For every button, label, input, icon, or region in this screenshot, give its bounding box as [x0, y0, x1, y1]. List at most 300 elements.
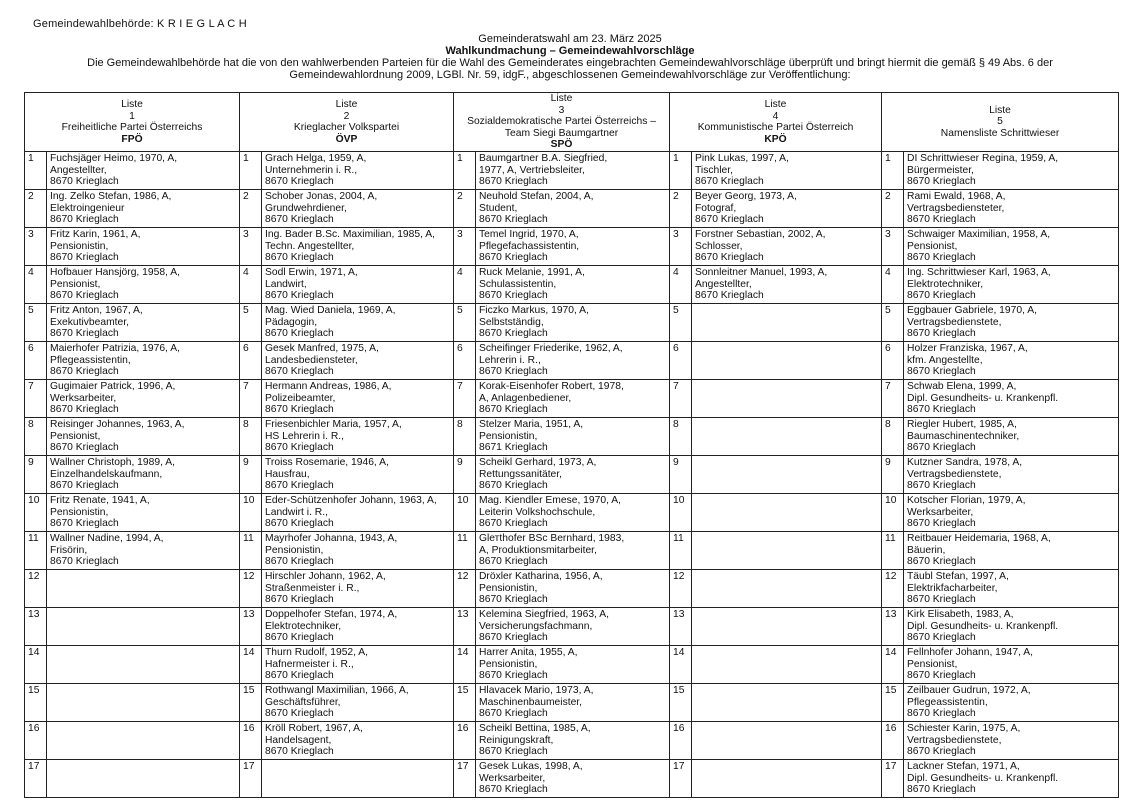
- candidate-line: Reinigungskraft,: [479, 734, 554, 746]
- candidate-line: Stelzer Maria, 1951, A,: [479, 419, 584, 430]
- candidate-line: Handelsagent,: [265, 734, 332, 746]
- position-number: 8: [25, 418, 47, 456]
- candidate-cell: [692, 722, 882, 760]
- candidate-line: Landwirt,: [265, 278, 307, 290]
- candidate-line: Scheikl Gerhard, 1973, A,: [479, 457, 597, 468]
- table-row: [25, 532, 1119, 570]
- position-number: 9: [882, 456, 904, 494]
- candidate-cell: [904, 418, 1119, 456]
- candidate-line: Pensionist,: [907, 240, 958, 252]
- candidate-cell: [904, 380, 1119, 418]
- candidate-line: Kröll Robert, 1967, A,: [265, 723, 363, 734]
- candidate-cell: [47, 342, 240, 380]
- candidate-line: 8670 Krieglach: [265, 252, 334, 263]
- candidate-line: 8670 Krieglach: [907, 632, 976, 643]
- candidate-line: 8670 Krieglach: [479, 784, 548, 795]
- candidate-cell: [692, 684, 882, 722]
- candidate-line: Schlosser,: [695, 240, 743, 252]
- nomination-table: [24, 92, 1119, 798]
- candidate-line: Ficzko Markus, 1970, A,: [479, 305, 589, 316]
- candidate-line: Pflegeassistentin,: [907, 696, 988, 708]
- candidate-cell: [47, 304, 240, 342]
- position-number: 15: [240, 684, 262, 722]
- candidate-line: 8670 Krieglach: [695, 290, 764, 301]
- candidate-cell: [904, 494, 1119, 532]
- candidate-line: Werksarbeiter,: [479, 772, 546, 784]
- candidate-line: Elektrikfacharbeiter,: [907, 582, 998, 594]
- position-number: 14: [670, 646, 692, 684]
- candidate-line: Hausfrau,: [265, 468, 310, 480]
- candidate-line: Ruck Melanie, 1991, A,: [479, 267, 585, 278]
- position-number: 14: [454, 646, 476, 684]
- candidate-line: 8670 Krieglach: [265, 176, 334, 187]
- position-number: 7: [454, 380, 476, 418]
- position-number: 10: [670, 494, 692, 532]
- position-number: 4: [240, 266, 262, 304]
- candidate-line: 8670 Krieglach: [50, 442, 119, 453]
- position-number: 5: [670, 304, 692, 342]
- candidate-cell: [47, 608, 240, 646]
- list-header-4: Liste 4 Kommunistische Partei Österreich KPÖ: [670, 93, 882, 152]
- position-number: 12: [25, 570, 47, 608]
- position-number: 2: [882, 190, 904, 228]
- candidate-line: 8670 Krieglach: [907, 556, 976, 567]
- candidate-line: Hofbauer Hansjörg, 1958, A,: [50, 267, 180, 278]
- candidate-cell: [904, 190, 1119, 228]
- candidate-line: Werksarbeiter,: [50, 392, 117, 404]
- candidate-cell: [904, 722, 1119, 760]
- position-number: 5: [25, 304, 47, 342]
- candidate-cell: [904, 760, 1119, 798]
- candidate-line: 8670 Krieglach: [265, 518, 334, 529]
- candidate-cell: [692, 152, 882, 190]
- candidate-line: 8670 Krieglach: [265, 214, 334, 225]
- position-number: 9: [240, 456, 262, 494]
- candidate-line: Ing. Zelko Stefan, 1986, A,: [50, 191, 172, 202]
- candidate-cell: [476, 456, 670, 494]
- candidate-line: Doppelhofer Stefan, 1974, A,: [265, 609, 398, 620]
- candidate-cell: [476, 342, 670, 380]
- position-number: 9: [670, 456, 692, 494]
- candidate-line: Maschinenbaumeister,: [479, 696, 583, 708]
- candidate-line: Schwaiger Maximilian, 1958, A,: [907, 229, 1051, 240]
- candidate-cell: [692, 342, 882, 380]
- candidate-line: Reitbauer Heidemaria, 1968, A,: [907, 533, 1051, 544]
- candidate-line: Neuhold Stefan, 2004, A,: [479, 191, 594, 202]
- candidate-cell: [262, 684, 454, 722]
- position-number: 2: [240, 190, 262, 228]
- candidate-line: 8670 Krieglach: [479, 214, 548, 225]
- candidate-line: 8670 Krieglach: [695, 214, 764, 225]
- candidate-line: 8670 Krieglach: [50, 290, 119, 301]
- candidate-line: Riegler Hubert, 1985, A,: [907, 419, 1017, 430]
- candidate-cell: [47, 266, 240, 304]
- position-number: 2: [25, 190, 47, 228]
- candidate-line: Pensionistin,: [265, 544, 324, 556]
- position-number: 5: [454, 304, 476, 342]
- candidate-line: Angestellter,: [695, 278, 752, 290]
- candidate-rows: [25, 152, 1119, 798]
- candidate-cell: [262, 190, 454, 228]
- candidate-cell: [904, 152, 1119, 190]
- candidate-cell: [476, 722, 670, 760]
- candidate-cell: [262, 342, 454, 380]
- candidate-cell: [262, 608, 454, 646]
- candidate-line: Dipl. Gesundheits- u. Krankenpfl.: [907, 392, 1059, 404]
- table-row: [25, 760, 1119, 798]
- candidate-line: Straßenmeister i. R.,: [265, 582, 360, 594]
- candidate-cell: [904, 304, 1119, 342]
- position-number: 11: [25, 532, 47, 570]
- candidate-line: Mayrhofer Johanna, 1943, A,: [265, 533, 398, 544]
- candidate-line: 8670 Krieglach: [479, 328, 548, 339]
- candidate-line: 8670 Krieglach: [50, 556, 119, 567]
- candidate-line: Geschäftsführer,: [265, 696, 341, 708]
- list-header-row: [25, 93, 1119, 152]
- candidate-line: Pensionistin,: [479, 430, 538, 442]
- candidate-cell: [904, 228, 1119, 266]
- candidate-line: DI Schrittwieser Regina, 1959, A,: [907, 153, 1059, 164]
- position-number: 11: [882, 532, 904, 570]
- candidate-line: Gesek Manfred, 1975, A,: [265, 343, 379, 354]
- candidate-line: Elektroingenieur: [50, 202, 125, 214]
- candidate-cell: [47, 152, 240, 190]
- candidate-cell: [692, 190, 882, 228]
- candidate-line: Vertragsbedienstete,: [907, 734, 1002, 746]
- candidate-line: Schwab Elena, 1999, A,: [907, 381, 1017, 392]
- candidate-line: Friesenbichler Maria, 1957, A,: [265, 419, 402, 430]
- position-number: 13: [454, 608, 476, 646]
- candidate-line: Lackner Stefan, 1971, A,: [907, 761, 1020, 772]
- candidate-cell: [47, 228, 240, 266]
- position-number: 10: [882, 494, 904, 532]
- candidate-cell: [692, 532, 882, 570]
- position-number: 17: [454, 760, 476, 798]
- candidate-line: 8670 Krieglach: [479, 556, 548, 567]
- candidate-cell: [904, 266, 1119, 304]
- candidate-cell: [262, 494, 454, 532]
- position-number: 9: [25, 456, 47, 494]
- table-row: [25, 266, 1119, 304]
- candidate-cell: [476, 380, 670, 418]
- candidate-cell: [904, 684, 1119, 722]
- candidate-line: Landwirt i. R.,: [265, 506, 328, 518]
- position-number: 12: [670, 570, 692, 608]
- position-number: 4: [25, 266, 47, 304]
- candidate-line: Exekutivbeamter,: [50, 316, 129, 328]
- position-number: 4: [670, 266, 692, 304]
- candidate-cell: [262, 304, 454, 342]
- candidate-line: Pensionist,: [50, 278, 101, 290]
- candidate-line: 8670 Krieglach: [479, 708, 548, 719]
- position-number: 1: [454, 152, 476, 190]
- position-number: 17: [25, 760, 47, 798]
- candidate-line: Reisinger Johannes, 1963, A,: [50, 419, 185, 430]
- candidate-line: 8670 Krieglach: [50, 404, 119, 415]
- candidate-cell: [476, 266, 670, 304]
- position-number: 7: [25, 380, 47, 418]
- candidate-line: 8670 Krieglach: [265, 556, 334, 567]
- candidate-line: Thurn Rudolf, 1952, A,: [265, 647, 369, 658]
- candidate-line: 8670 Krieglach: [907, 784, 976, 795]
- position-number: 3: [882, 228, 904, 266]
- list-header-5: Liste 5 Namensliste Schrittwieser: [882, 93, 1119, 152]
- candidate-line: Kotscher Florian, 1979, A,: [907, 495, 1026, 506]
- candidate-line: Fritz Anton, 1967, A,: [50, 305, 143, 316]
- candidate-line: Grundwehrdiener,: [265, 202, 347, 214]
- candidate-line: 8670 Krieglach: [479, 632, 548, 643]
- table-row: [25, 304, 1119, 342]
- candidate-line: 8670 Krieglach: [479, 252, 548, 263]
- table-row: [25, 722, 1119, 760]
- candidate-line: Maierhofer Patrizia, 1976, A,: [50, 343, 180, 354]
- candidate-line: Pädagogin,: [265, 316, 318, 328]
- position-number: 16: [454, 722, 476, 760]
- candidate-cell: [262, 722, 454, 760]
- candidate-line: 8670 Krieglach: [265, 746, 334, 757]
- candidate-line: 8670 Krieglach: [50, 518, 119, 529]
- candidate-line: A, Anlagenbediener,: [479, 392, 572, 404]
- position-number: 17: [240, 760, 262, 798]
- position-number: 6: [882, 342, 904, 380]
- table-row: [25, 418, 1119, 456]
- candidate-cell: [692, 646, 882, 684]
- list-header-1: Liste 1 Freiheitliche Partei Österreichs FPÖ: [25, 93, 240, 152]
- candidate-line: Schober Jonas, 2004, A,: [265, 191, 378, 202]
- announcement-text: Die Gemeindewahlbehörde hat die von den wahlwerbenden Parteien für die Wahl des Gemeinderates eingebrachten Gemeindewahlvorschläge überprüft und bringt hiermit die gemäß § 49 Abs. 6 der Gemeindewahlordnung 2009, LGBl. Nr. 59, idgF., abgeschlossenen Gemeindewahlvorschläge zur Veröffentlichung:: [87, 57, 1053, 81]
- candidate-cell: [47, 760, 240, 798]
- position-number: 6: [240, 342, 262, 380]
- candidate-cell: [262, 152, 454, 190]
- candidate-cell: [904, 608, 1119, 646]
- candidate-line: Ing. Schrittwieser Karl, 1963, A,: [907, 267, 1051, 278]
- position-number: 12: [240, 570, 262, 608]
- candidate-line: Täubl Stefan, 1997, A,: [907, 571, 1009, 582]
- candidate-line: Dipl. Gesundheits- u. Krankenpfl.: [907, 620, 1059, 632]
- candidate-line: Baumaschinentechniker,: [907, 430, 1020, 442]
- candidate-line: 8670 Krieglach: [907, 176, 976, 187]
- candidate-line: Gugimaier Patrick, 1996, A,: [50, 381, 176, 392]
- candidate-line: Frisörin,: [50, 544, 88, 556]
- candidate-cell: [476, 570, 670, 608]
- position-number: 13: [670, 608, 692, 646]
- candidate-line: Pensionistin,: [50, 506, 109, 518]
- candidate-cell: [904, 342, 1119, 380]
- position-number: 5: [240, 304, 262, 342]
- candidate-cell: [904, 532, 1119, 570]
- candidate-cell: [476, 418, 670, 456]
- position-number: 4: [454, 266, 476, 304]
- candidate-line: 8670 Krieglach: [50, 480, 119, 491]
- candidate-line: 1977, A, Vertriebsleiter,: [479, 164, 585, 176]
- candidate-line: Scheikl Bettina, 1985, A,: [479, 723, 591, 734]
- candidate-line: 8670 Krieglach: [50, 252, 119, 263]
- candidate-line: Bäuerin,: [907, 544, 946, 556]
- candidate-line: Polizeibeamter,: [265, 392, 336, 404]
- candidate-line: Pink Lukas, 1997, A,: [695, 153, 789, 164]
- candidate-line: Fellnhofer Johann, 1947, A,: [907, 647, 1033, 658]
- candidate-line: 8670 Krieglach: [907, 328, 976, 339]
- candidate-line: 8670 Krieglach: [479, 670, 548, 681]
- position-number: 8: [454, 418, 476, 456]
- candidate-line: Mag. Wied Daniela, 1969, A,: [265, 305, 396, 316]
- candidate-cell: [262, 380, 454, 418]
- candidate-line: Pensionistin,: [479, 582, 538, 594]
- candidate-line: Hermann Andreas, 1986, A,: [265, 381, 392, 392]
- candidate-cell: [692, 418, 882, 456]
- candidate-line: Landesbediensteter,: [265, 354, 358, 366]
- candidate-line: Kutzner Sandra, 1978, A,: [907, 457, 1023, 468]
- candidate-line: Pensionist,: [50, 430, 101, 442]
- candidate-line: Student,: [479, 202, 518, 214]
- position-number: 11: [454, 532, 476, 570]
- candidate-cell: [47, 532, 240, 570]
- candidate-cell: [692, 760, 882, 798]
- candidate-line: 8670 Krieglach: [907, 480, 976, 491]
- candidate-cell: [476, 646, 670, 684]
- candidate-cell: [476, 228, 670, 266]
- candidate-line: 8670 Krieglach: [907, 252, 976, 263]
- position-number: 2: [454, 190, 476, 228]
- candidate-line: Elektrotechniker,: [265, 620, 342, 632]
- candidate-line: 8670 Krieglach: [265, 670, 334, 681]
- candidate-line: 8670 Krieglach: [695, 176, 764, 187]
- position-number: 1: [240, 152, 262, 190]
- candidate-cell: [47, 380, 240, 418]
- candidate-line: Sodl Erwin, 1971, A,: [265, 267, 358, 278]
- document-header: [0, 33, 1140, 81]
- candidate-line: Versicherungsfachmann,: [479, 620, 593, 632]
- position-number: 6: [454, 342, 476, 380]
- candidate-cell: [47, 190, 240, 228]
- candidate-line: kfm. Angestellte,: [907, 354, 983, 366]
- candidate-line: 8670 Krieglach: [479, 176, 548, 187]
- position-number: 6: [25, 342, 47, 380]
- candidate-line: 8670 Krieglach: [265, 366, 334, 377]
- position-number: 9: [454, 456, 476, 494]
- candidate-cell: [47, 456, 240, 494]
- candidate-line: 8670 Krieglach: [479, 290, 548, 301]
- table-row: [25, 646, 1119, 684]
- candidate-cell: [692, 456, 882, 494]
- position-number: 10: [25, 494, 47, 532]
- candidate-line: Eder-Schützenhofer Johann, 1963, A,: [265, 495, 437, 506]
- table-row: [25, 190, 1119, 228]
- candidate-line: Hlavacek Mario, 1973, A,: [479, 685, 594, 696]
- position-number: 16: [240, 722, 262, 760]
- candidate-line: 8670 Krieglach: [265, 290, 334, 301]
- candidate-line: Korak-Eisenhofer Robert, 1978,: [479, 381, 624, 392]
- candidate-line: Vertragsbediensteter,: [907, 202, 1005, 214]
- candidate-line: Dipl. Gesundheits- u. Krankenpfl.: [907, 772, 1059, 784]
- position-number: 3: [240, 228, 262, 266]
- candidate-cell: [262, 228, 454, 266]
- candidate-line: 8670 Krieglach: [907, 594, 976, 605]
- candidate-cell: [904, 456, 1119, 494]
- candidate-line: Rothwangl Maximilian, 1966, A,: [265, 685, 409, 696]
- candidate-cell: [692, 608, 882, 646]
- candidate-line: 8670 Krieglach: [479, 366, 548, 377]
- candidate-line: Gesek Lukas, 1998, A,: [479, 761, 583, 772]
- candidate-line: 8670 Krieglach: [479, 404, 548, 415]
- candidate-line: Scheifinger Friederike, 1962, A,: [479, 343, 623, 354]
- candidate-cell: [476, 304, 670, 342]
- position-number: 10: [240, 494, 262, 532]
- position-number: 14: [882, 646, 904, 684]
- candidate-cell: [262, 456, 454, 494]
- position-number: 12: [882, 570, 904, 608]
- candidate-cell: [476, 608, 670, 646]
- position-number: 13: [882, 608, 904, 646]
- candidate-line: Leiterin Volkshochschule,: [479, 506, 596, 518]
- candidate-cell: [476, 152, 670, 190]
- candidate-line: 8670 Krieglach: [907, 404, 976, 415]
- position-number: 6: [670, 342, 692, 380]
- candidate-line: 8670 Krieglach: [265, 594, 334, 605]
- candidate-line: Beyer Georg, 1973, A,: [695, 191, 797, 202]
- candidate-line: A, Produktionsmitarbeiter,: [479, 544, 597, 556]
- candidate-line: 8670 Krieglach: [50, 176, 119, 187]
- table-row: [25, 342, 1119, 380]
- candidate-line: Schulassistentin,: [479, 278, 557, 290]
- table-row: [25, 494, 1119, 532]
- candidate-cell: [262, 266, 454, 304]
- candidate-line: Selbstständig,: [479, 316, 544, 328]
- candidate-line: Holzer Franziska, 1967, A,: [907, 343, 1028, 354]
- position-number: 16: [882, 722, 904, 760]
- election-authority: Gemeindewahlbehörde: K R I E G L A C H: [33, 18, 247, 30]
- position-number: 12: [454, 570, 476, 608]
- candidate-line: HS Lehrerin i. R.,: [265, 430, 344, 442]
- candidate-cell: [47, 684, 240, 722]
- position-number: 1: [25, 152, 47, 190]
- position-number: 14: [25, 646, 47, 684]
- candidate-cell: [692, 304, 882, 342]
- position-number: 2: [670, 190, 692, 228]
- election-title: Gemeinderatswahl am 23. März 2025: [478, 33, 662, 45]
- candidate-line: Einzelhandelskaufmann,: [50, 468, 163, 480]
- candidate-line: 8670 Krieglach: [907, 442, 976, 453]
- candidate-line: Pflegeassistentin,: [50, 354, 131, 366]
- candidate-line: 8670 Krieglach: [907, 366, 976, 377]
- candidate-line: Glетthofer BSc Bernhard, 1983,: [479, 533, 625, 544]
- candidate-line: Hafnermeister i. R.,: [265, 658, 354, 670]
- candidate-line: 8670 Krieglach: [265, 480, 334, 491]
- candidate-line: Temel Ingrid, 1970, A,: [479, 229, 579, 240]
- position-number: 13: [25, 608, 47, 646]
- position-number: 13: [240, 608, 262, 646]
- candidate-line: 8670 Krieglach: [479, 518, 548, 529]
- candidate-line: Fotograf,: [695, 202, 737, 214]
- candidate-line: Rami Ewald, 1968, A,: [907, 191, 1006, 202]
- candidate-cell: [476, 532, 670, 570]
- candidate-line: 8670 Krieglach: [695, 252, 764, 263]
- position-number: 8: [240, 418, 262, 456]
- candidate-line: Hirschler Johann, 1962, A,: [265, 571, 386, 582]
- table-row: [25, 152, 1119, 190]
- candidate-line: Angestellter,: [50, 164, 107, 176]
- candidate-line: Werksarbeiter,: [907, 506, 974, 518]
- table-row: [25, 228, 1119, 266]
- candidate-line: Pensionistin,: [50, 240, 109, 252]
- candidate-line: Lehrerin i. R.,: [479, 354, 541, 366]
- candidate-line: Ing. Bader B.Sc. Maximilian, 1985, A,: [265, 229, 435, 240]
- candidate-cell: [47, 494, 240, 532]
- candidate-cell: [904, 570, 1119, 608]
- candidate-cell: [692, 228, 882, 266]
- position-number: 3: [25, 228, 47, 266]
- candidate-cell: [904, 646, 1119, 684]
